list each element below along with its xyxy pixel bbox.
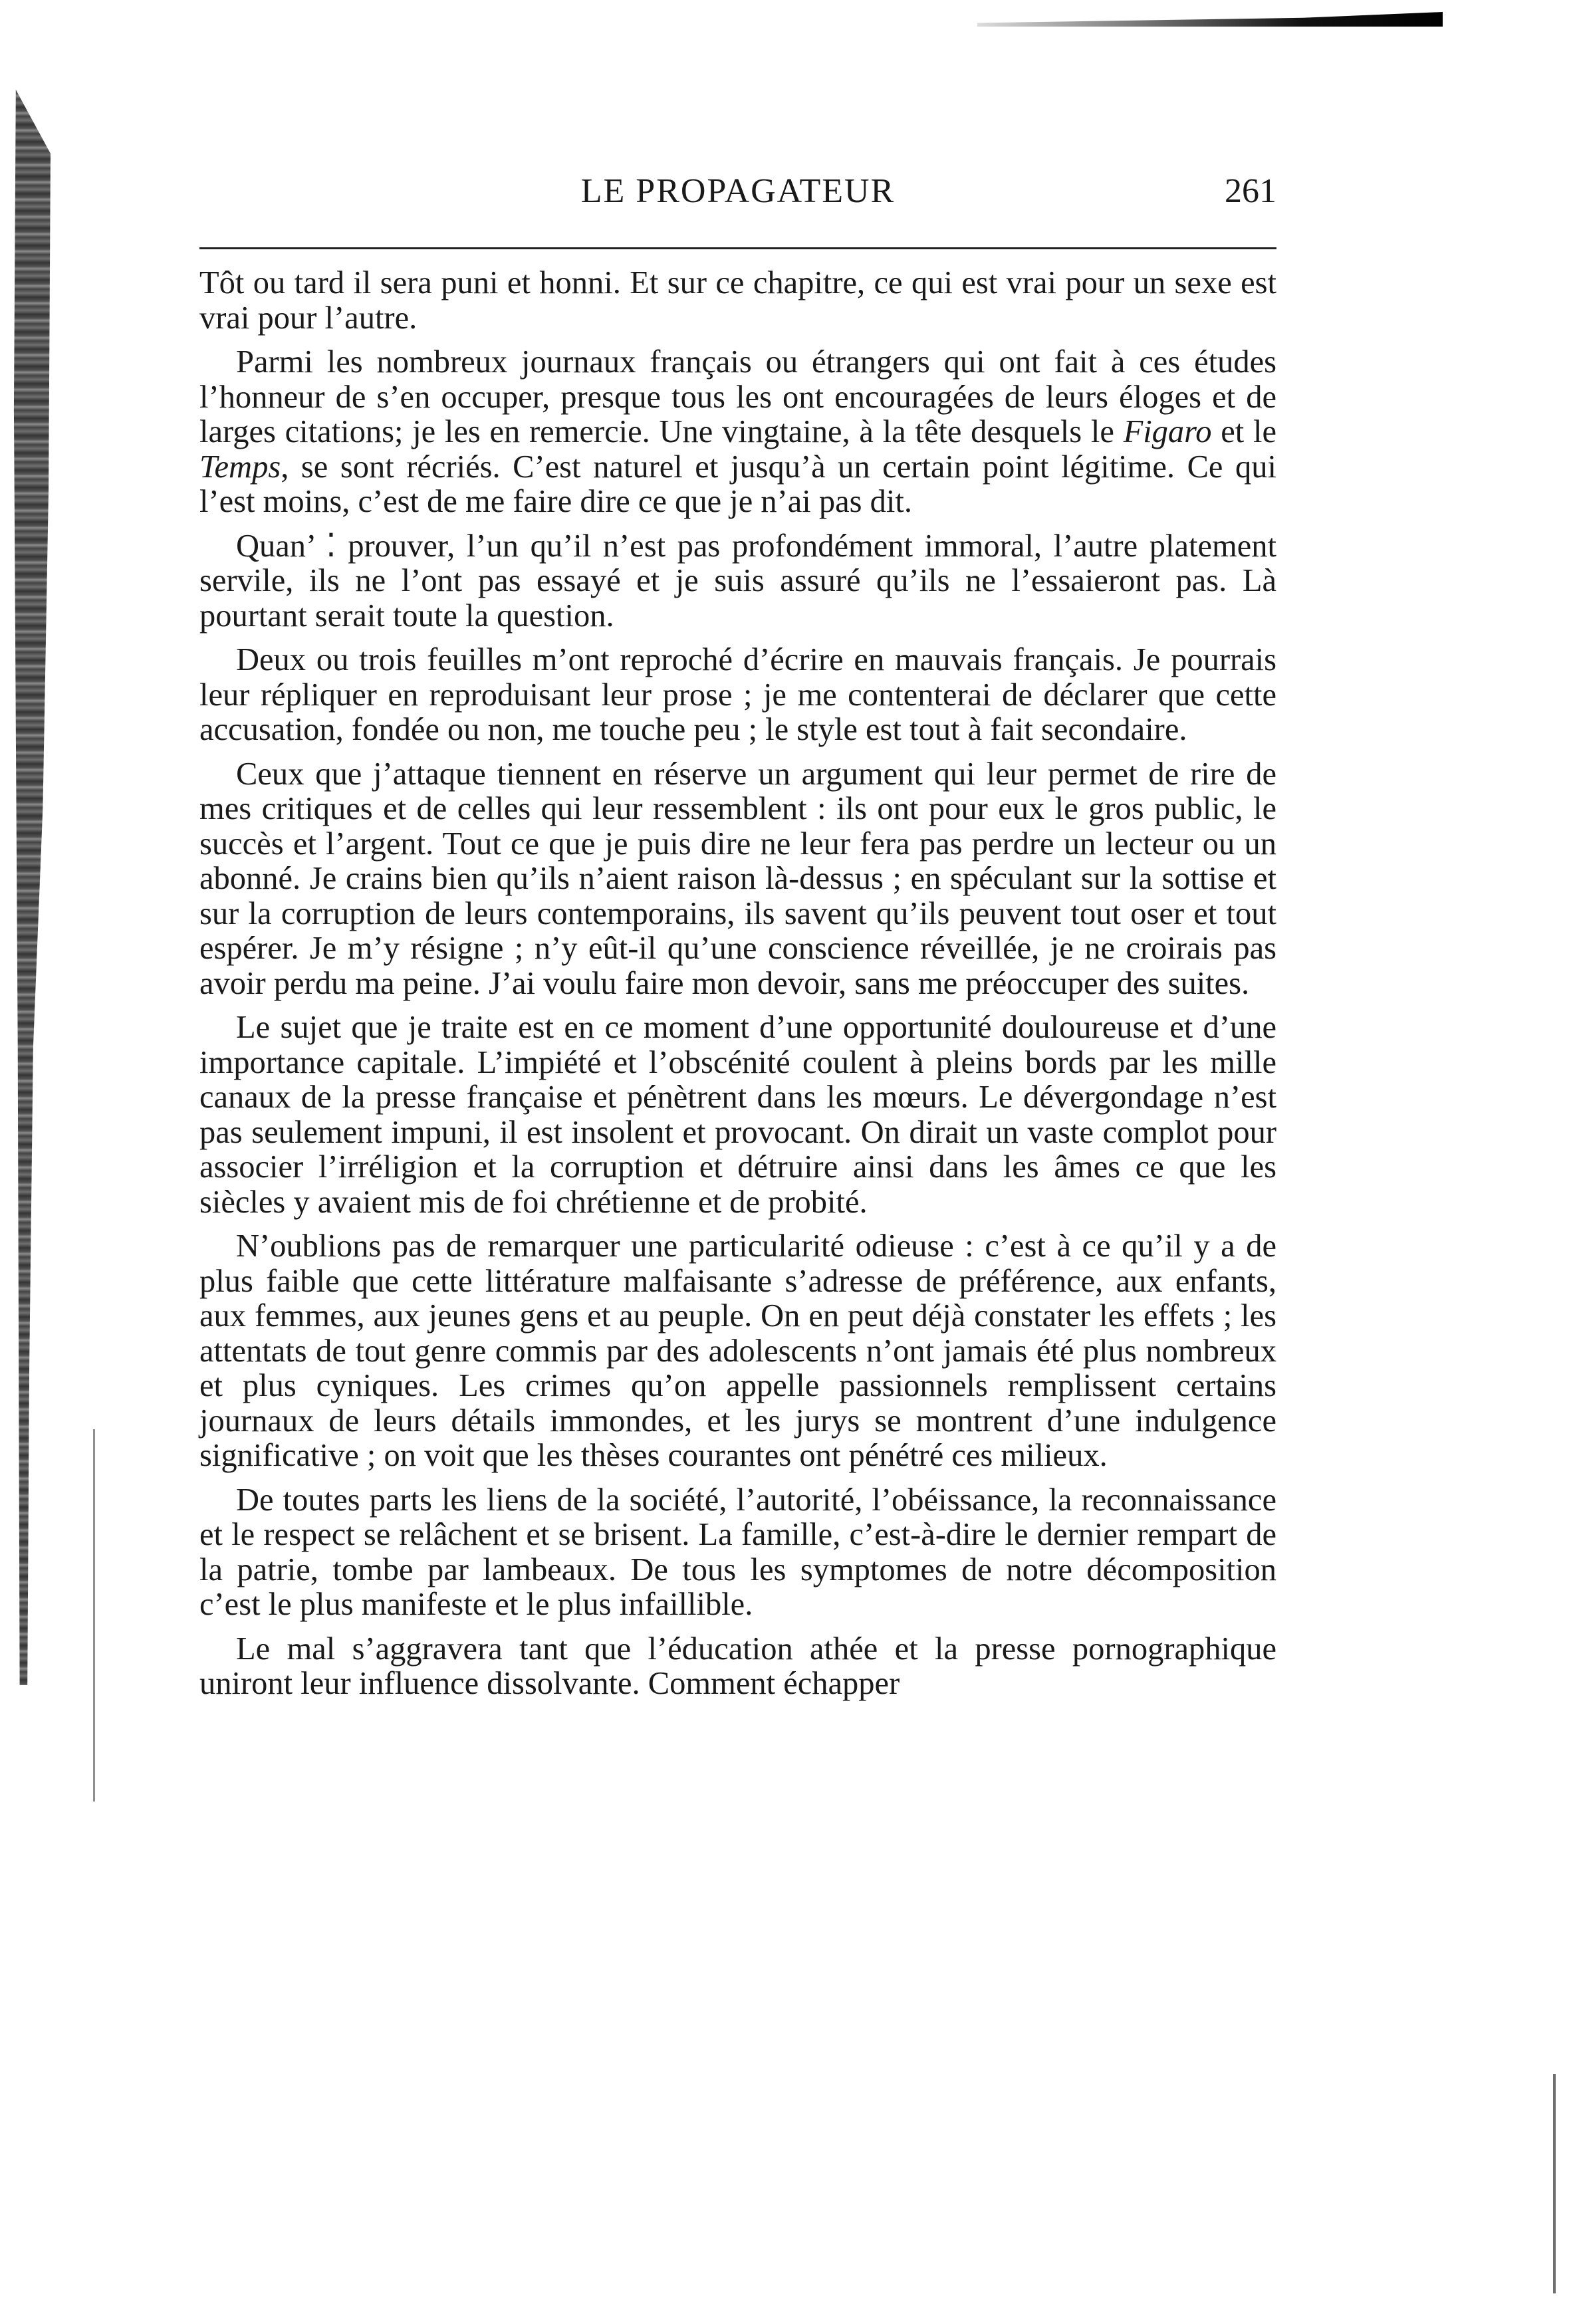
header-rule (199, 247, 1276, 249)
paragraph-3: Quan’ ⁚ prouver, l’un qu’il n’est pas profondément immoral, l’autre platement servile, ils ne l’ont pas essayé et je suis assuré qu’ils ne l’essaieront pas. Là pourtant serait toute la question. (199, 528, 1276, 634)
paragraph-5: Ceux que j’attaque tiennent en réserve un argument qui leur permet de rire de mes critiques et de celles qui leur ressemblent : ils ont pour eux le gros public, le succès et l’argent. Tout ce que je puis dire ne leur fera pas perdre un lecteur ou un abonné. Je crains bien qu’ils n’aient raison là-dessus ; en spéculant sur la sottise et sur la corruption de leurs contemporains, ils savent qu’ils peuvent tout oser et tout espérer. Je m’y résigne ; n’y eût-il qu’une conscience réveillée, je ne croirais pas avoir perdu ma peine. J’ai voulu faire mon devoir, sans me préoccuper des suites. (199, 756, 1276, 1001)
page-number: 261 (1225, 172, 1276, 210)
publication-name: Figaro (1123, 414, 1212, 449)
paragraph-8: De toutes parts les liens de la société, l’autorité, l’obéissance, la reconnaissance et le respect se relâchent et se brisent. La famille, c’est-à-dire le dernier rempart de la patrie, tombe par lambeaux. De tous les symptomes de notre décomposition c’est le plus manifeste et le plus infaillible. (199, 1482, 1276, 1622)
scan-artifact-right-line (1553, 2074, 1556, 2293)
paragraph-7: N’oublions pas de remarquer une particularité odieuse : c’est à ce qu’il y a de plus faible que cette littérature malfaisante s’adresse de préférence, aux enfants, aux femmes, aux jeunes gens et au peuple. On en peut déjà constater les effets ; les attentats de tout genre commis par des adolescents n’ont jamais été plus nombreux et plus cyniques. Les crimes qu’on appelle passionnels remplissent certains journaux de leurs détails immondes, et les jurys se montrent d’une indulgence significative ; on voit que les thèses courantes ont pénétré ces milieux. (199, 1228, 1276, 1473)
running-head (199, 172, 1276, 225)
body-text (199, 266, 1276, 1711)
publication-name: Temps (199, 449, 281, 485)
paragraph-1: Tôt ou tard il sera puni et honni. Et sur ce chapitre, ce qui est vrai pour un sexe est vrai pour l’autre. (199, 265, 1276, 336)
scan-artifact-left-line (93, 1429, 95, 1801)
paragraph-2: Parmi les nombreux journaux français ou étrangers qui ont fait à ces études l’honneur de s’en occuper, presque tous les ont encouragées de leurs éloges et de larges citations; je les en remercie. Une vingtaine, à la tête desquels le Figaro et le Temps, se sont récriés. C’est naturel et jusqu’à un certain point légitime. Ce qui l’est moins, c’est de me faire dire ce que je n’ai pas dit. (199, 344, 1276, 519)
scan-artifact-top (977, 12, 1443, 27)
paragraph-4: Deux ou trois feuilles m’ont reproché d’écrire en mauvais français. Je pourrais leur répliquer en reproduisant leur prose ; je me contenterai de déclarer que cette accusation, fondée ou non, me touche peu ; le style est tout à fait secondaire. (199, 642, 1276, 747)
running-title: LE PROPAGATEUR (580, 172, 896, 210)
paragraph-6: Le sujet que je traite est en ce moment d’une opportunité douloureuse et d’une importance capitale. L’impiété et l’obscénité coulent à pleins bords par les mille canaux de la presse française et pénètrent dans les mœurs. Le dévergondage n’est pas seulement impuni, il est insolent et provocant. On dirait un vaste complot pour associer l’irréligion et la corruption et détruire ainsi dans les âmes ce que les siècles y avaient mis de foi chrétienne et de probité. (199, 1010, 1276, 1220)
scan-artifact-left-edge (12, 90, 51, 1685)
paragraph-9: Le mal s’aggravera tant que l’éducation athée et la presse pornographique uniront leur influence dissolvante. Comment échapper (199, 1631, 1276, 1701)
